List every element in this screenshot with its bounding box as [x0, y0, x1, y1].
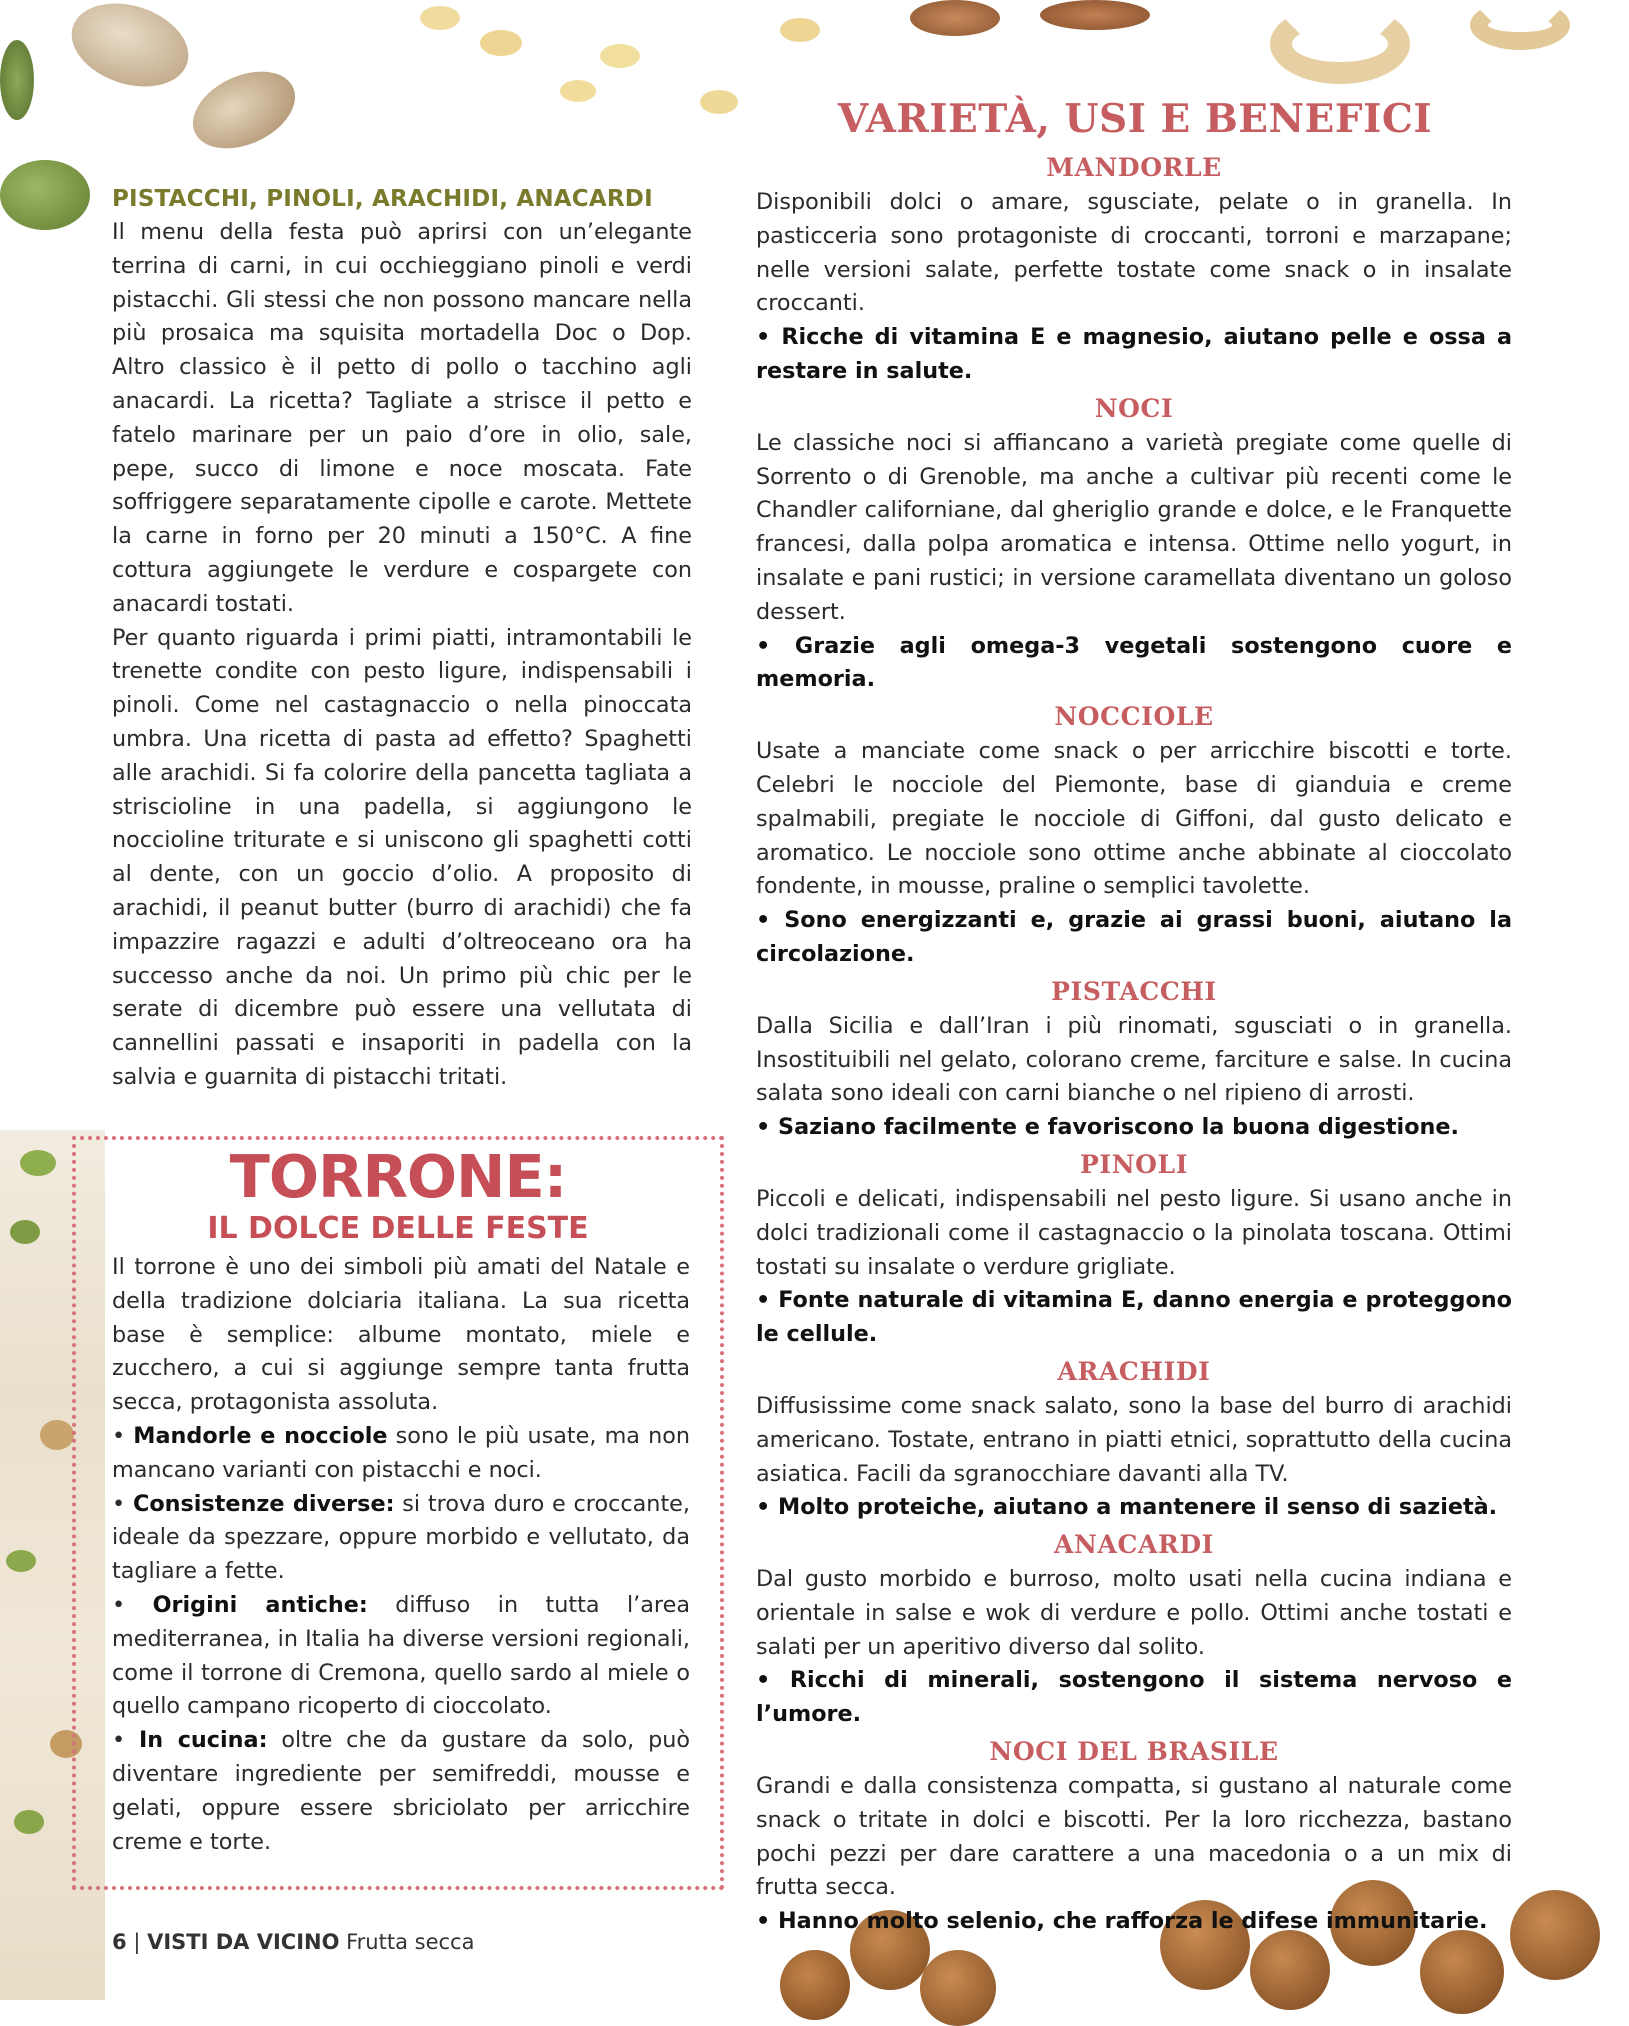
bullet-text: oltre che da gustare da solo, può diventare ingrediente per semifreddi, mousse e gelati, oppure essere sbriciolato per arricchire creme e torte. — [112, 1727, 690, 1855]
variety-entry — [756, 150, 1512, 389]
almond-image — [910, 0, 1000, 36]
section-name: Frutta secca — [346, 1930, 475, 1954]
variety-benefit: • Molto proteiche, aiutano a mantenere il senso di sazietà. — [756, 1494, 1498, 1521]
cashew-image — [1470, 0, 1570, 50]
page-footer — [112, 1930, 474, 1954]
variety-benefit: • Fonte naturale di vitamina E, danno energia e proteggono le cellule. — [756, 1287, 1512, 1348]
page-number: 6 — [112, 1930, 127, 1954]
variety-entry — [756, 1147, 1512, 1352]
pistachio-image — [6, 1550, 36, 1572]
bullet-label: Consistenze diverse: — [132, 1490, 395, 1517]
variety-benefit: • Sono energizzanti e, grazie ai grassi buoni, aiutano la circolazione. — [756, 907, 1512, 967]
pine-nut-image — [700, 90, 738, 114]
almond-image — [1040, 0, 1150, 30]
variety-benefit: • Saziano facilmente e favoriscono la buona digestione. — [756, 1114, 1459, 1141]
pistachio-image — [20, 1150, 56, 1176]
pistachio-image — [0, 40, 34, 120]
bullet-text: sono le più usate, ma non mancano varianti con pistacchi e noci. — [112, 1422, 690, 1483]
variety-benefit: • Grazie agli omega-3 vegetali sostengono cuore e memoria. — [756, 632, 1512, 693]
variety-entry — [756, 974, 1512, 1145]
intro-article — [112, 186, 692, 1095]
variety-description: Disponibili dolci o amare, sgusciate, pelate o in granella. In pasticceria sono protagoniste di croccanti, torroni e marzapane; nelle versioni salate, perfette tostate come snack o in insalate croccanti. — [756, 189, 1512, 317]
variety-entry — [756, 699, 1512, 972]
hazelnut-image — [1420, 1930, 1504, 2014]
pine-nut-image — [560, 80, 596, 102]
variety-name: PINOLI — [1080, 1149, 1188, 1179]
intro-paragraph: Il menu della festa può aprirsi con un’elegante terrina di carni, in cui occhieggiano pinoli e verdi pistacchi. Gli stessi che non possono mancare nella più prosaica ma squisita mortadella Doc o Dop. Altro classico è il petto di pollo o tacchino agli anacardi. La ricetta? Tagliate a strisce il petto e fatelo marinare per un paio d’ore in olio, sale, pepe, succo di limone e noce moscata. Fate soffriggere separatamente cipolle e carote. Mettete la carne in forno per 20 minuti a 150°C. A fine cottura aggiungete le verdure e cospargete con anacardi tostati. — [112, 219, 692, 617]
variety-description: Usate a manciate come snack o per arricchire biscotti e torte. Celebri le nocciole del Piemonte, base di gianduia e creme spalmabili, pregiate le nocciole di Giffoni, dal gusto delicato e aromatico. Le nocciole sono ottime anche abbinate al cioccolato fondente, in mousse, praline o semplici tavolette. — [756, 738, 1512, 900]
pistachio-image — [61, 0, 199, 101]
torrone-intro: Il torrone è uno dei simboli più amati del Natale e della tradizione dolciaria italiana. La sua ricetta base è semplice: albume montato, miele e zucchero, a cui si aggiunge sempre tanta frutta secca, protagonista assoluta. — [112, 1254, 690, 1416]
torrone-bullet: • Mandorle e nocciole sono le più usate, ma non mancano varianti con pistacchi e noci. — [112, 1422, 690, 1483]
varieties-list — [756, 150, 1512, 1941]
bullet-label: Origini antiche: — [152, 1591, 368, 1618]
footer-separator: | — [133, 1930, 141, 1954]
torrone-bullet: • In cucina: oltre che da gustare da solo, può diventare ingrediente per semifreddi, mousse e gelati, oppure essere sbriciolato per arricchire creme e torte. — [112, 1727, 690, 1855]
variety-name: NOCI — [1094, 393, 1174, 423]
variety-entry — [756, 1734, 1512, 1939]
cashew-image — [1270, 4, 1410, 84]
pistachio-image — [10, 1220, 40, 1244]
variety-benefit: • Hanno molto selenio, che rafforza le difese immunitarie. — [756, 1908, 1488, 1935]
variety-benefit: • Ricchi di minerali, sostengono il sistema nervoso e l’umore. — [756, 1667, 1512, 1728]
varieties-title: VARIETÀ, USI E BENEFICI — [837, 96, 1433, 142]
bullet-text: si trova duro e croccante, ideale da spezzare, oppure morbido e vellutato, da tagliare a fette. — [112, 1490, 690, 1585]
pistachio-image — [14, 1810, 44, 1834]
hazelnut-image — [1510, 1890, 1600, 1980]
variety-description: Dalla Sicilia e dall’Iran i più rinomati, sgusciati o in granella. Insostituibili nel gelato, colorano creme, farciture e salse. In cucina salata sono ideali con carni bianche o nel ripieno di arrosti. — [756, 1012, 1512, 1107]
variety-name: NOCI DEL BRASILE — [989, 1737, 1279, 1767]
variety-benefit: • Ricche di vitamina E e magnesio, aiutano pelle e ossa a restare in salute. — [756, 324, 1512, 384]
hazelnut-image — [40, 1420, 74, 1450]
bullet-text: diffuso in tutta l’area mediterranea, in Italia ha diverse versioni regionali, come il torrone di Cremona, quello sardo al miele o quello campano ricoperto di cioccolato. — [112, 1591, 690, 1720]
intro-paragraph: Per quanto riguarda i primi piatti, intramontabili le trenette condite con pesto ligure, indispensabili i pinoli. Come nel castagnaccio o nella pinoccata umbra. Una ricetta di pasta ad effetto? Spaghetti alle arachidi. Si fa colorire della pancetta tagliata a striscioline in una padella, si aggiungono le noccioline triturate e si uniscono gli spaghetti cotti al dente, con un goccio d’olio. A proposito di arachidi, il peanut butter (burro di arachidi) che fa impazzire ragazzi e adulti d’oltreoceano ora ha successo anche da noi. Un primo più chic per le serate di dicembre può essere una vellutata di cannellini passati e insaporiti in padella con la salvia e guarnita di pistacchi tritati. — [112, 624, 692, 1090]
torrone-subtitle: IL DOLCE DELLE FESTE — [207, 1211, 589, 1246]
variety-description: Piccoli e delicati, indispensabili nel pesto ligure. Si usano anche in dolci tradizionali come il castagnaccio o la pinolata toscana. Ottimi tostati su insalate o verdure grigliate. — [756, 1185, 1512, 1280]
variety-description: Grandi e dalla consistenza compatta, si gustano al naturale come snack o tritate in dolci e biscotti. Per la loro ricchezza, bastano pochi pezzi per dare carattere a una macedonia o a un mix di frutta secca. — [756, 1773, 1512, 1901]
magazine-name: VISTI DA VICINO — [147, 1930, 340, 1954]
hazelnut-image — [1250, 1930, 1330, 2010]
variety-name: PISTACCHI — [1051, 976, 1217, 1006]
pine-nut-image — [420, 6, 460, 30]
torrone-bullet: • Consistenze diverse: si trova duro e croccante, ideale da spezzare, oppure morbido e vellutato, da tagliare a fette. — [112, 1490, 690, 1585]
intro-heading: PISTACCHI, PINOLI, ARACHIDI, ANACARDI — [112, 186, 653, 212]
variety-name: ANACARDI — [1054, 1530, 1214, 1560]
pine-nut-image — [780, 18, 820, 42]
torrone-bullet: • Origini antiche: diffuso in tutta l’area mediterranea, in Italia ha diverse versioni regionali, come il torrone di Cremona, quello sardo al miele o quello campano ricoperto di cioccolato. — [112, 1591, 690, 1720]
variety-description: Le classiche noci si affiancano a varietà pregiate come quelle di Sorrento o di Grenoble, ma anche a cultivar più recenti come le Chandler californiane, dal gheriglio grande e dolce, e le Franquette francesi, dalla polpa aromatica e intensa. Ottime nello yogurt, in insalate e pani rustici; in versione caramellata diventano un goloso dessert. — [756, 429, 1512, 625]
bullet-label: In cucina: — [139, 1727, 268, 1754]
pine-nut-image — [600, 44, 640, 68]
variety-name: MANDORLE — [1046, 153, 1222, 182]
variety-entry — [756, 1354, 1512, 1525]
variety-name: ARACHIDI — [1057, 1356, 1211, 1386]
torrone-title: TORRONE: — [229, 1142, 567, 1211]
variety-entry — [756, 391, 1512, 697]
pistachio-image — [181, 56, 308, 163]
bullet-label: Mandorle e nocciole — [133, 1422, 388, 1449]
pine-nut-image — [480, 30, 522, 56]
variety-entry — [756, 1527, 1512, 1732]
variety-description: Diffusissime come snack salato, sono la base del burro di arachidi americano. Tostate, entrano in piatti etnici, soprattutto della cucina asiatica. Facili da sgranocchiare davanti alla TV. — [756, 1392, 1512, 1487]
hazelnut-image — [780, 1950, 850, 2020]
hazelnut-image — [920, 1950, 996, 2026]
torrone-body — [112, 1251, 690, 1859]
variety-description: Dal gusto morbido e burroso, molto usati nella cucina indiana e orientale in salse e wok di verdure e pollo. Ottimi anche tostati e salati per un aperitivo diverso dal solito. — [756, 1566, 1512, 1660]
variety-name: NOCCIOLE — [1054, 702, 1214, 732]
pistachio-image — [0, 160, 90, 230]
